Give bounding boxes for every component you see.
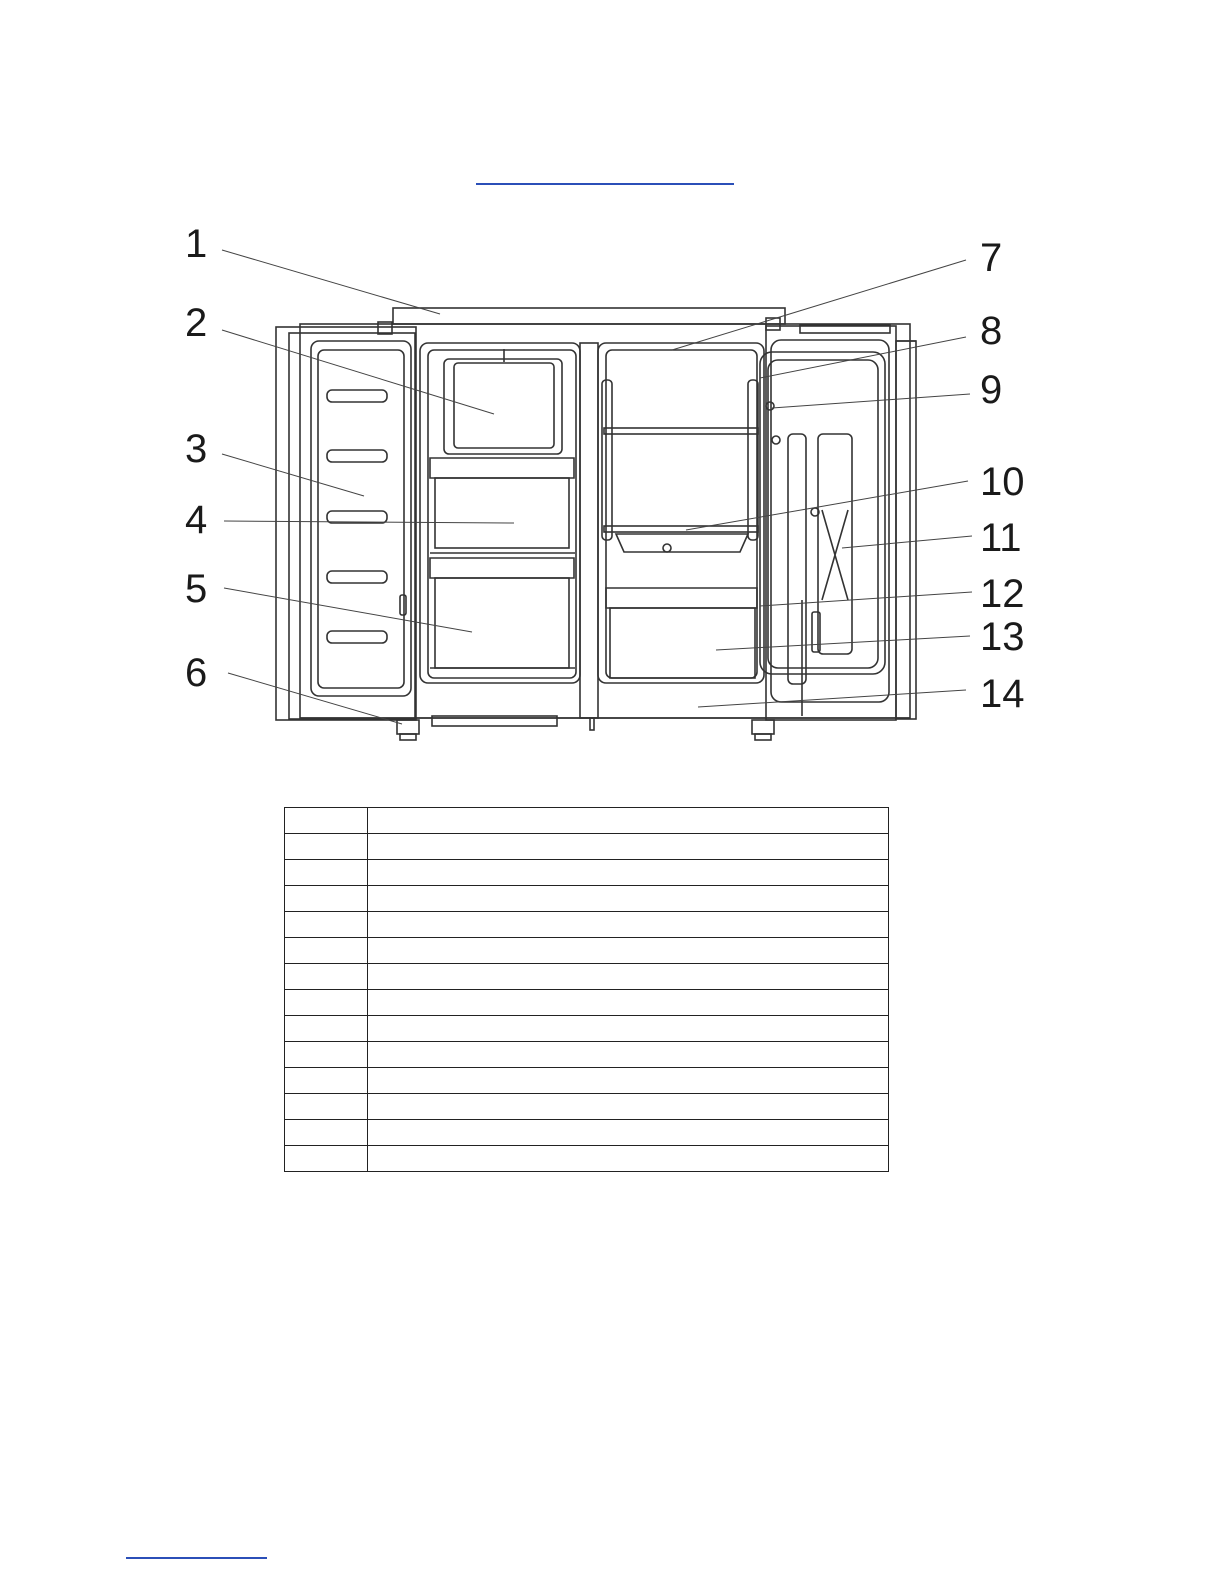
part-number-cell	[285, 1120, 368, 1146]
fridge-shelf	[604, 428, 758, 434]
part-number-cell	[285, 990, 368, 1016]
part-number-cell	[285, 834, 368, 860]
callout-1: 1	[185, 222, 208, 266]
callout-6: 6	[185, 651, 208, 695]
part-description-cell	[368, 860, 889, 886]
right-door	[766, 326, 896, 720]
freezer-drawer-lower	[430, 558, 574, 578]
callout-4: 4	[185, 498, 208, 542]
callout-11: 11	[980, 516, 1022, 560]
table-row	[285, 1068, 889, 1094]
part-description-cell	[368, 1120, 889, 1146]
table-row	[285, 1120, 889, 1146]
part-number-cell	[285, 1016, 368, 1042]
part-number-cell	[285, 1068, 368, 1094]
part-number-cell	[285, 886, 368, 912]
leader-line-9	[772, 394, 970, 408]
part-description-cell	[368, 1094, 889, 1120]
part-description-cell	[368, 938, 889, 964]
center-mullion	[580, 343, 598, 718]
leader-line-11	[842, 536, 972, 548]
leveling-foot-right	[752, 720, 774, 734]
part-number-cell	[285, 1094, 368, 1120]
table-row	[285, 860, 889, 886]
callout-9: 9	[980, 368, 1003, 412]
part-description-cell	[368, 1042, 889, 1068]
leader-line-1	[222, 250, 440, 314]
leader-line-8	[760, 337, 966, 378]
callout-14: 14	[980, 672, 1025, 716]
table-row	[285, 834, 889, 860]
part-number-cell	[285, 964, 368, 990]
callout-5: 5	[185, 567, 208, 611]
part-description-cell	[368, 1146, 889, 1172]
leader-line-13	[716, 636, 970, 650]
part-description-cell	[368, 1068, 889, 1094]
part-number-cell	[285, 860, 368, 886]
part-description-cell	[368, 964, 889, 990]
table-row	[285, 938, 889, 964]
part-number-cell	[285, 1042, 368, 1068]
callout-7: 7	[980, 236, 1003, 280]
table-row	[285, 912, 889, 938]
leader-line-12	[760, 592, 972, 606]
footer-link-underline[interactable]	[126, 1557, 267, 1559]
leader-line-14	[698, 690, 966, 707]
callout-8: 8	[980, 309, 1003, 353]
callout-2: 2	[185, 301, 208, 345]
leader-line-3	[222, 454, 364, 496]
refrigerator-diagram	[0, 0, 1224, 790]
part-description-cell	[368, 1016, 889, 1042]
part-description-cell	[368, 808, 889, 834]
callout-13: 13	[980, 615, 1025, 659]
part-description-cell	[368, 834, 889, 860]
table-row	[285, 886, 889, 912]
door-bin-slot	[327, 390, 387, 402]
callout-10: 10	[980, 460, 1025, 504]
table-row	[285, 1042, 889, 1068]
table-row	[285, 1016, 889, 1042]
table-row	[285, 990, 889, 1016]
part-number-cell	[285, 912, 368, 938]
table-row	[285, 1094, 889, 1120]
crisper-drawer	[606, 588, 757, 608]
cabinet-top	[393, 308, 785, 324]
parts-table	[284, 807, 889, 1172]
leader-line-10	[686, 481, 968, 530]
part-number-cell	[285, 808, 368, 834]
part-description-cell	[368, 912, 889, 938]
part-description-cell	[368, 886, 889, 912]
leader-line-6	[228, 673, 402, 724]
callout-12: 12	[980, 572, 1025, 616]
part-description-cell	[368, 990, 889, 1016]
leveling-foot-left	[397, 720, 419, 734]
part-number-cell	[285, 938, 368, 964]
freezer-drawer-upper	[430, 458, 574, 478]
part-number-cell	[285, 1146, 368, 1172]
fridge-compartment	[598, 343, 764, 683]
leader-line-7	[672, 260, 966, 350]
parts-table-body	[285, 808, 889, 1172]
table-row	[285, 964, 889, 990]
callout-3: 3	[185, 427, 208, 471]
table-row	[285, 1146, 889, 1172]
table-row	[285, 808, 889, 834]
